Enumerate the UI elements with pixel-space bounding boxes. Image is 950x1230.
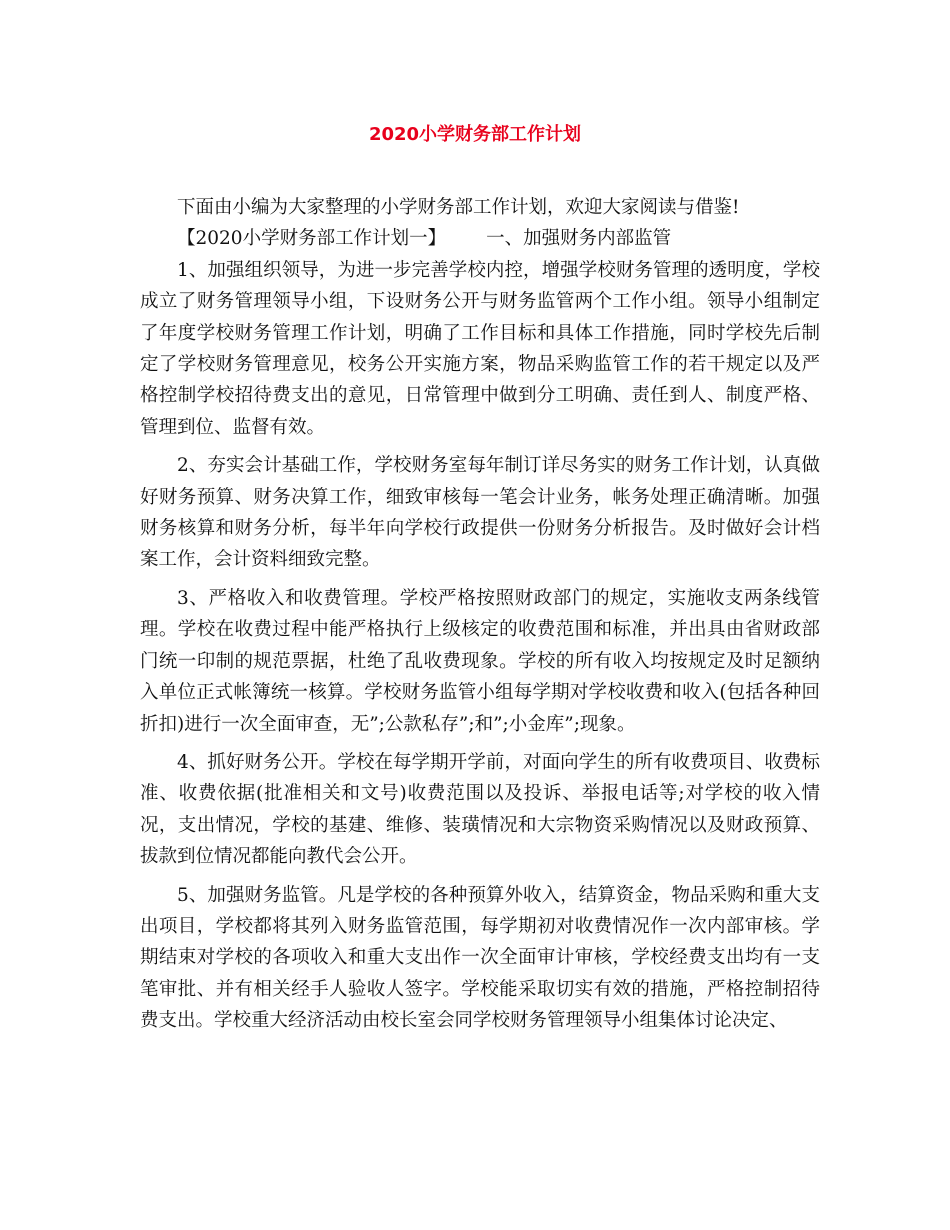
- paragraph-2: 2、夯实会计基础工作，学校财务室每年制订详尽务实的财务工作计划，认真做好财务预算、财务决算工作，细致审核每一笔会计业务，帐务处理正确清晰。加强财务核算和财务分析，每半年向学校行政提供一份财务分析报告。及时做好会计档案工作，会计资料细致完整。: [140, 455, 820, 571]
- subheading-bracket: 【2020小学财务部工作计划一】: [177, 228, 447, 250]
- intro-paragraph: 下面由小编为大家整理的小学财务部工作计划，欢迎大家阅读与借鉴!: [177, 197, 740, 218]
- section-heading: 一、加强财务内部监管: [486, 228, 672, 250]
- paragraph-4: 4、抓好财务公开。学校在每学期开学前，对面向学生的所有收费项目、收费标准、收费依据(批准相关和文号)收费范围以及投诉、举报电话等;对学校的收入情况，支出情况，学校的基建、维修、装璜情况和大宗物资采购情况以及财政预算、拔款到位情况都能向教代会公开。: [140, 751, 820, 868]
- document-title: 2020小学财务部工作计划: [368, 124, 582, 145]
- paragraph-1: 1、加强组织领导，为进一步完善学校内控，增强学校财务管理的透明度，学校成立了财务管理领导小组，下设财务公开与财务监管两个工作小组。领导小组制定了年度学校财务管理工作计划，明确了工作目标和具体工作措施，同时学校先后制定了学校财务管理意见，校务公开实施方案，物品采购监管工作的若干规定以及严格控制学校招待费支出的意见，日常管理中做到分工明确、责任到人、制度严格、管理到位、监督有效。: [140, 259, 820, 438]
- document-body: [140, 192, 820, 1037]
- paragraph-5: 5、加强财务监管。凡是学校的各种预算外收入，结算资金，物品采购和重大支出项目，学校都将其列入财务监管范围，每学期初对收费情况作一次内部审核。学期结束对学校的各项收入和重大支出作一次全面审计审核，学校经费支出均有一支笔审批、并有相关经手人验收人签字。学校能采取切实有效的措施，严格控制招待费支出。学校重大经济活动由校长室会同学校财务管理领导小组集体讨论决定、: [140, 884, 820, 1032]
- paragraph-3: 3、严格收入和收费管理。学校严格按照财政部门的规定，实施收支两条线管理。学校在收费过程中能严格执行上级核定的收费范围和标准，并出具由省财政部门统一印制的规范票据，杜绝了乱收费现象。学校的所有收入均按规定及时足额纳入单位正式帐簿统一核算。学校财务监管小组每学期对学校收费和收入(包括各种回折扣)进行一次全面审查，无”;公款私存”;和”;小金库”;现象。: [140, 587, 820, 735]
- subheading-line: [140, 223, 820, 254]
